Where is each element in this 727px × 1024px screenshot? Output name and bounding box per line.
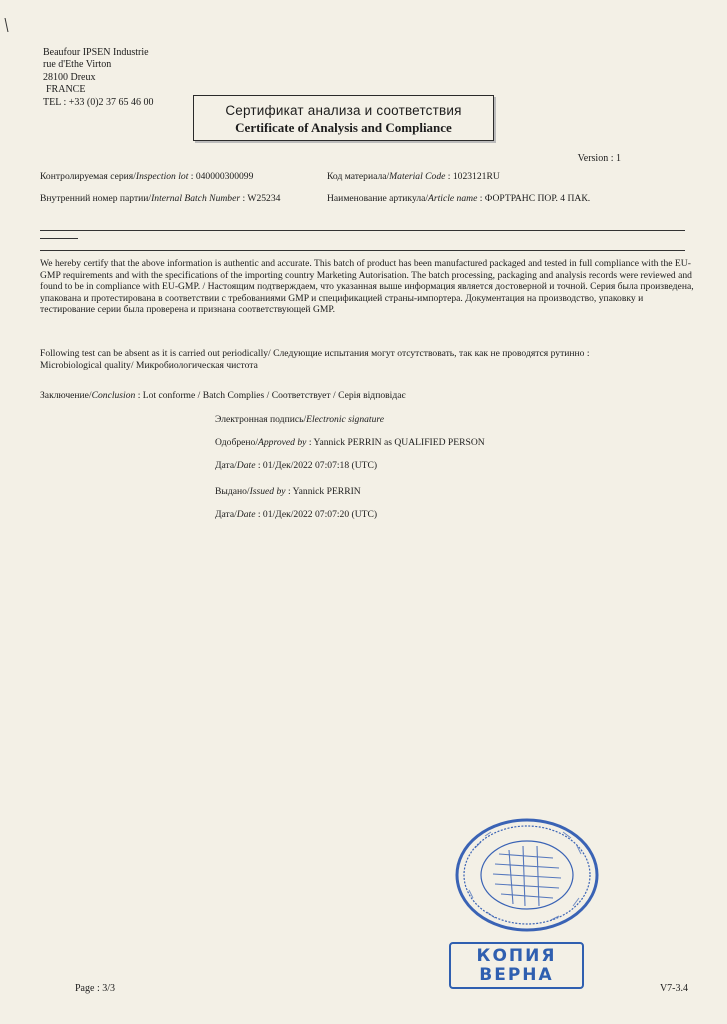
- company-city: 28100 Dreux: [43, 71, 96, 83]
- certification-statement: We hereby certify that the above information is authentic and accurate. This batch of product has been manufactured packaged and tested in full compliance with the EU-GMP requirements and with the specifications of the importing country Marketing Autorisation. The batch processing, packaging and analysis records were reviewed and found to be in compliance with EU-GMP. / Настоящим подтверждаем, что указанная выше информация является достоверной и точной. Серия была произведена, упакована и протестирована в соответствии с требованиями GMP и спецификацией страны-импортера. Документация на производство, упаковку и тестирование серии была проверена и признана соответствующей GMP.: [40, 258, 694, 316]
- article-value: : ФОРТРАНС ПОР. 4 ПАК.: [477, 193, 591, 204]
- date2-value: : 01/Дек/2022 07:07:20 (UTC): [255, 509, 378, 520]
- material-code-label-ru: Код материала/: [327, 171, 390, 182]
- issued-label-ru: Выдано/: [215, 486, 250, 497]
- copy-verified-stamp: [449, 942, 584, 989]
- inspection-lot-value: : 040000300099: [188, 171, 254, 182]
- conclusion-value: : Lot conforme / Batch Complies / Соответствует / Серія відповідає: [135, 390, 406, 401]
- inspection-lot-label-en: Inspection lot: [135, 171, 189, 182]
- round-seal-stamp: [455, 818, 599, 933]
- short-separator-rule: [40, 238, 78, 239]
- version-label: Version : 1: [577, 153, 621, 164]
- conclusion-label-en: Conclusion: [91, 390, 136, 401]
- electronic-signature-heading: [215, 414, 384, 425]
- conclusion-row: [40, 390, 406, 401]
- issued-by-row: [215, 486, 361, 497]
- date2-label-ru: Дата/: [215, 509, 237, 520]
- periodic-tests-line1: Following test can be absent as it is carried out periodically/ Следующие испытания могут отсутствовать, так как не проводятся рутинно :: [40, 348, 590, 359]
- date1-value: : 01/Дек/2022 07:07:18 (UTC): [255, 460, 378, 471]
- inspection-lot-label-ru: Контролируемая серия/: [40, 171, 136, 182]
- esig-heading-en: Electronic signature: [306, 414, 385, 425]
- company-phone: TEL : +33 (0)2 37 65 46 00: [43, 96, 154, 108]
- form-version: V7-3.4: [659, 983, 688, 994]
- document-title-box: [193, 95, 494, 141]
- material-code-row: [327, 171, 500, 182]
- approved-value: : Yannick PERRIN as QUALIFIED PERSON: [306, 437, 485, 448]
- page-number: Page : 3/3: [75, 983, 115, 994]
- periodic-tests-note: [40, 348, 694, 371]
- conclusion-label-ru: Заключение/: [40, 390, 92, 401]
- batch-label-ru: Внутренний номер партии/: [40, 193, 152, 204]
- article-label-en: Article name: [428, 193, 478, 204]
- approved-date-row: [215, 460, 377, 471]
- company-street: rue d'Ethe Virton: [43, 59, 112, 71]
- material-code-value: : 1023121RU: [445, 171, 500, 182]
- company-name: Beaufour IPSEN Industrie: [43, 47, 149, 58]
- batch-number-row: [40, 193, 280, 204]
- scan-corner-mark: [5, 18, 15, 32]
- approved-label-ru: Одобрено/: [215, 437, 259, 448]
- company-address: [43, 47, 154, 109]
- batch-label-en: Internal Batch Number: [151, 193, 241, 204]
- article-label-ru: Наименование артикула/: [327, 193, 429, 204]
- issued-label-en: Issued by: [249, 486, 286, 497]
- issued-date-row: [215, 509, 377, 520]
- material-code-label-en: Material Code: [389, 171, 446, 182]
- date1-label-en: Date: [236, 460, 256, 471]
- copy-stamp-line1: КОПИЯ: [476, 946, 557, 966]
- date1-label-ru: Дата/: [215, 460, 237, 471]
- batch-value: : W25234: [240, 193, 281, 204]
- issued-value: : Yannick PERRIN: [285, 486, 361, 497]
- approved-label-en: Approved by: [258, 437, 307, 448]
- date2-label-en: Date: [236, 509, 256, 520]
- article-name-row: [327, 193, 590, 204]
- copy-stamp-line2: ВЕРНА: [479, 965, 554, 985]
- inspection-lot-row: [40, 171, 253, 182]
- approved-by-row: [215, 437, 485, 448]
- company-country: FRANCE: [46, 84, 86, 96]
- separator-rule: [40, 230, 685, 231]
- periodic-tests-line2: Microbiological quality/ Микробиологическая чистота: [40, 359, 258, 371]
- separator-rule-lower: [40, 250, 685, 251]
- esig-heading-ru: Электронная подпись/: [215, 414, 307, 425]
- title-russian: Сертификат анализа и соответствия: [225, 103, 462, 118]
- title-english: Certificate of Analysis and Compliance: [235, 120, 452, 135]
